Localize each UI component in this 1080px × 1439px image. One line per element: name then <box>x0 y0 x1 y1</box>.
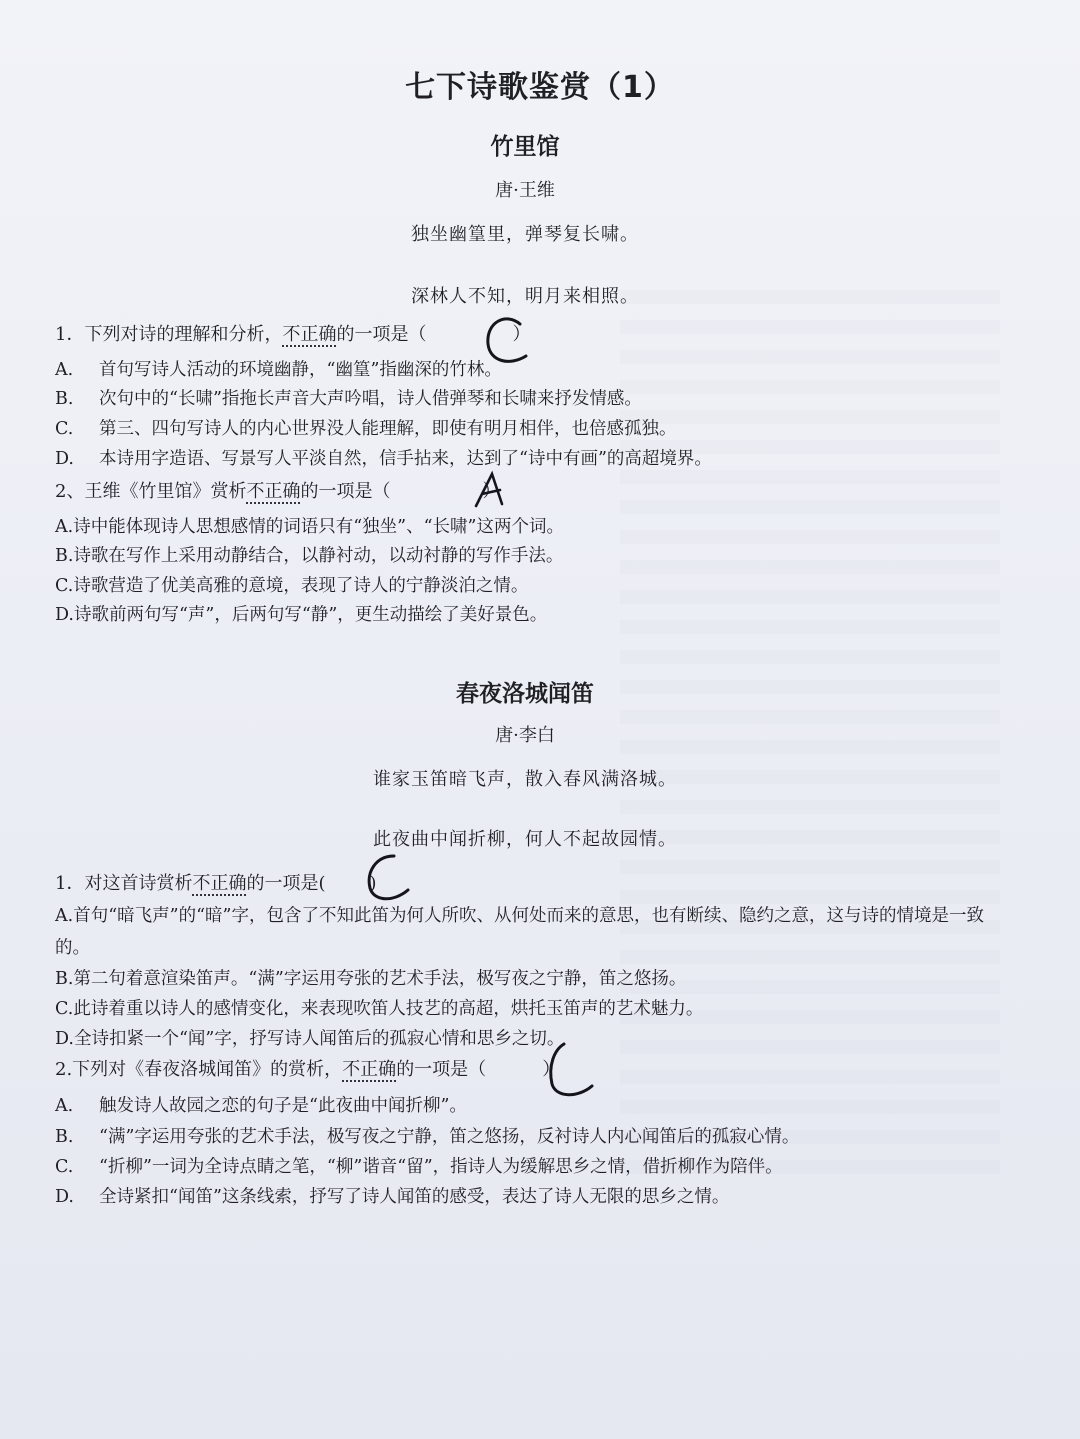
poem2-q2-stem <box>55 1055 560 1081</box>
q-stem-close: ） <box>482 481 501 502</box>
option-text: 全诗扣紧一个“闻”字，抒写诗人闻笛后的孤寂心情和思乡之切。 <box>73 1029 565 1049</box>
option-text: 触发诗人故园之恋的句子是“此夜曲中闻折柳”。 <box>99 1096 467 1116</box>
poem2-q2-option-c <box>55 1153 783 1178</box>
option-label: A. <box>55 1096 74 1116</box>
option-label: A. <box>55 360 74 380</box>
poem2-q2-option-a <box>55 1092 467 1117</box>
option-text: 诗中能体现诗人思想感情的词语只有“独坐”、“长啸”这两个词。 <box>73 517 564 537</box>
option-text: 第三、四句写诗人的内心世界没人能理解，即使有明月相伴，也倍感孤独。 <box>99 419 677 439</box>
option-label: B. <box>55 546 74 566</box>
q-stem-text: 2、王维《竹里馆》赏析 <box>55 481 247 502</box>
option-text: 第二句着意渲染笛声。“满”字运用夸张的艺术手法，极写夜之宁静，笛之悠扬。 <box>73 969 687 989</box>
option-label: C. <box>55 999 74 1019</box>
q-stem-text: 2.下列对《春夜洛城闻笛》的赏析， <box>55 1059 343 1080</box>
q-stem-text: 1．对这首诗赏析 <box>55 873 193 894</box>
poem1-line-2: 深林人不知，明月来相照。 <box>411 286 639 307</box>
option-text: “折柳”一词为全诗点睛之笔，“柳”谐音“留”，指诗人为缓解思乡之情，借折柳作为陪伴。 <box>99 1157 783 1177</box>
option-text: “满”字运用夸张的艺术手法，极写夜之宁静，笛之悠扬，反衬诗人内心闻笛后的孤寂心情。 <box>99 1127 800 1147</box>
poem2-line-1: 谁家玉笛暗飞声，散入春风满洛城。 <box>373 769 677 790</box>
poem1-q1-stem <box>55 320 530 346</box>
poem2-q2-option-d <box>55 1183 729 1208</box>
poem1-q2-option-b <box>55 542 563 567</box>
poem1-q1-option-b <box>55 385 642 410</box>
option-text: 次句中的“长啸”指拖长声音大声吟唱，诗人借弹琴和长啸来抒发情感。 <box>99 389 642 409</box>
q-stem-emphasis: 不正确 <box>342 1059 397 1080</box>
option-label: C. <box>55 576 74 596</box>
poem1-q2-stem <box>55 477 500 503</box>
q-stem-emphasis: 不正确 <box>282 324 337 345</box>
poem2-q1-option-b <box>55 965 686 990</box>
option-text: 首句“暗飞声”的“暗”字，包含了不知此笛为何人所吹、从何处而来的意思，也有断续、隐约之意，这与诗的情境是一致的。 <box>55 906 984 958</box>
poem2-q1-option-d <box>55 1025 564 1050</box>
poem2-q1-stem <box>55 869 377 895</box>
poem1-q1-option-c <box>55 415 677 440</box>
q-stem-close: ） <box>542 1059 561 1080</box>
poem1-title: 竹里馆 <box>490 134 560 160</box>
option-label: B. <box>55 969 74 989</box>
option-text: 全诗紧扣“闻笛”这条线索，抒写了诗人闻笛的感受，表达了诗人无限的思乡之情。 <box>99 1187 730 1207</box>
poem1-author: 唐·王维 <box>495 180 555 201</box>
q-stem-emphasis: 不正确 <box>246 481 301 502</box>
q-stem-text: 的一项是( <box>246 873 326 894</box>
option-text: 本诗用字造语、写景写人平淡自然，信手拈来，达到了“诗中有画”的高超境界。 <box>99 449 712 469</box>
option-label: A. <box>55 517 74 537</box>
option-label: D. <box>55 449 74 469</box>
option-label: D. <box>55 605 74 625</box>
poem2-q2-option-b <box>55 1123 799 1148</box>
option-text: 首句写诗人活动的环境幽静，“幽篁”指幽深的竹林。 <box>99 360 502 380</box>
option-text: 诗歌营造了优美高雅的意境，表现了诗人的宁静淡泊之情。 <box>73 576 529 596</box>
q-stem-text: 的一项是（ <box>396 1059 487 1080</box>
option-label: C. <box>55 419 74 439</box>
poem2-line-2: 此夜曲中闻折柳，何人不起故园情。 <box>373 829 677 850</box>
option-text: 此诗着重以诗人的感情变化，来表现吹笛人技艺的高超，烘托玉笛声的艺术魅力。 <box>73 999 704 1019</box>
option-label: B. <box>55 389 74 409</box>
poem2-q1-option-a <box>55 900 990 964</box>
poem2-author: 唐·李白 <box>495 725 555 746</box>
poem2-title: 春夜洛城闻笛 <box>456 681 594 707</box>
q-stem-close: ） <box>512 324 531 345</box>
poem1-q2-option-d <box>55 601 547 626</box>
option-label: D. <box>55 1029 74 1049</box>
option-label: A. <box>55 906 74 926</box>
poem1-q1-option-a <box>55 356 502 381</box>
option-text: 诗歌在写作上采用动静结合，以静衬动，以动衬静的写作手法。 <box>73 546 564 566</box>
poem1-q2-option-c <box>55 572 528 597</box>
page-title: 七下诗歌鉴赏（1） <box>405 70 675 105</box>
poem2-q1-option-c <box>55 995 703 1020</box>
poem1-q2-option-a <box>55 513 564 538</box>
poem1-line-1: 独坐幽篁里，弹琴复长啸。 <box>411 224 639 245</box>
q-stem-text: 的一项是（ <box>300 481 391 502</box>
option-label: B. <box>55 1127 74 1147</box>
q-stem-text: 1．下列对诗的理解和分析， <box>55 324 283 345</box>
q-stem-emphasis: 不正确 <box>192 873 247 894</box>
q-stem-close: ) <box>369 873 377 894</box>
option-label: C. <box>55 1157 74 1177</box>
poem1-q1-option-d <box>55 445 712 470</box>
option-text: 诗歌前两句写“声”，后两句写“静”，更生动描绘了美好景色。 <box>73 605 548 625</box>
q-stem-text: 的一项是（ <box>336 324 427 345</box>
option-label: D. <box>55 1187 74 1207</box>
